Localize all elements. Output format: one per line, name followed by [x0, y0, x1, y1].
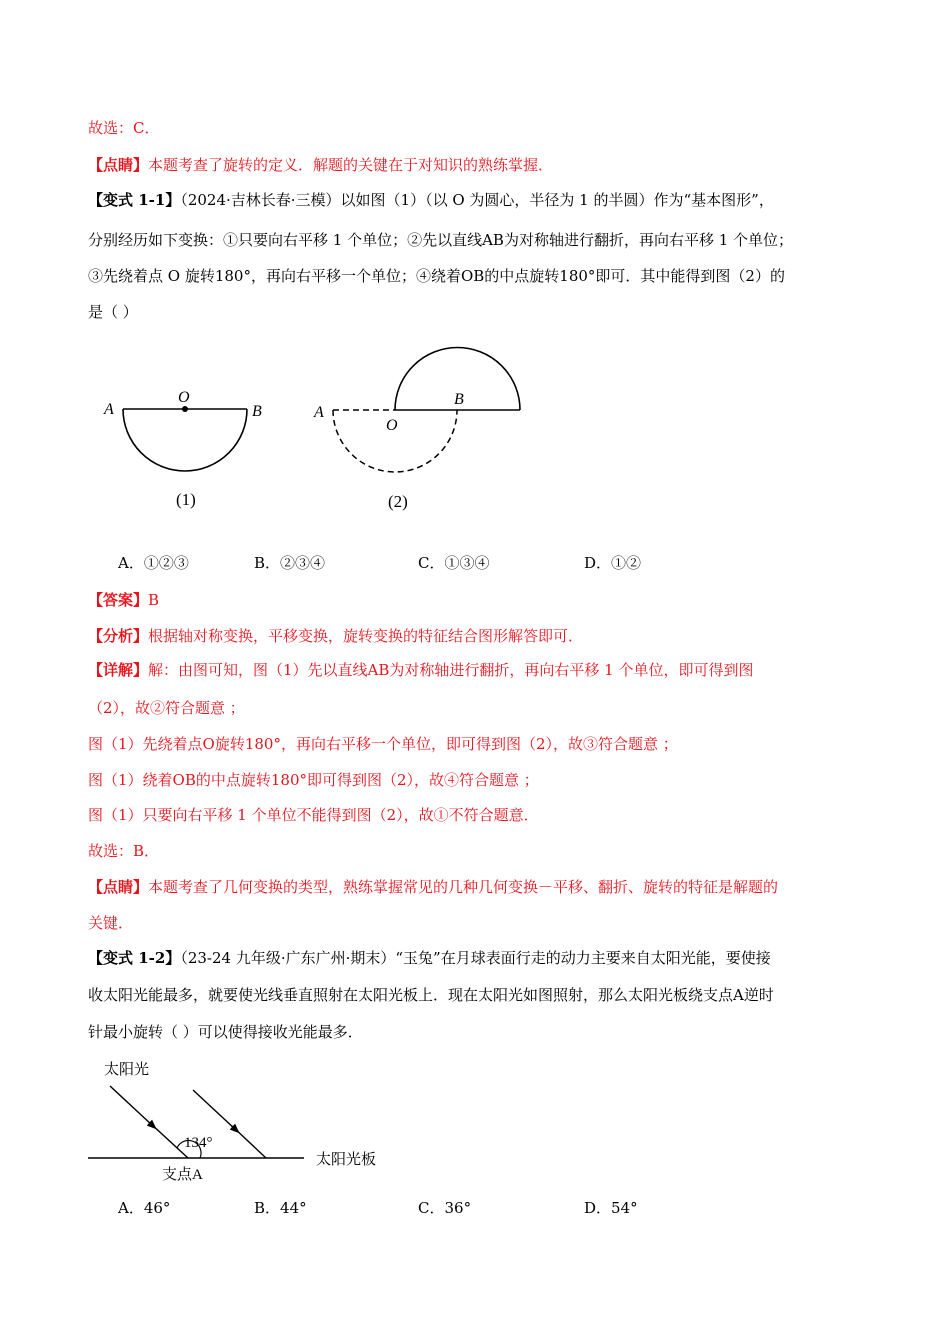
- fig1-caption: (1): [176, 490, 196, 509]
- fig1-label-b: B: [252, 403, 262, 420]
- q2-option-a[interactable]: A．46°: [118, 1199, 171, 1217]
- q1-comment-text: 本题考查了几何变换的类型，熟练掌握常见的几种几何变换－平移、翻折、旋转的特征是解题的: [148, 878, 779, 896]
- q2-line3: 针最小旋转（ ）可以使得接收光能最多．: [88, 1023, 363, 1041]
- q1-comment-tag: 【点睛】: [88, 878, 149, 896]
- q2-line1: [88, 948, 860, 968]
- q2-option-d[interactable]: D．54°: [584, 1199, 638, 1217]
- q2-text1: （23-24 九年级·广东广州·期末）“玉兔”在月球表面行走的动力主要来自太阳光能，要使接: [180, 949, 771, 967]
- figure-2: [313, 348, 520, 512]
- q1-option-c[interactable]: C．①③④: [418, 554, 490, 572]
- q1-figures: [90, 340, 550, 520]
- detail-text-1: 解：由图可知，图（1）先以直线AB为对称轴进行翻折，再向右平移 1 个单位，即可得到图: [148, 661, 754, 679]
- q1-answer: [88, 590, 860, 610]
- sun-ray-1-arrow: [110, 1086, 153, 1126]
- figure-1: [103, 389, 262, 509]
- q2-option-c[interactable]: C．36°: [418, 1199, 472, 1217]
- panel-label: 太阳光板: [316, 1152, 377, 1168]
- q1-choice: 故选：B．: [88, 842, 160, 860]
- q2-tag: 【变式 1-2】: [88, 949, 181, 967]
- q1-option-b[interactable]: B．②③④: [254, 554, 326, 572]
- q2-line2: 收太阳光能最多，就要使光线垂直照射在太阳光板上．现在太阳光如图照射，那么太阳光板绕支点A逆时: [88, 986, 774, 1004]
- q1-line2: 分别经历如下变换：①只要向右平移 1 个单位；②先以直线AB为对称轴进行翻折，再向右平移 1 个单位；: [88, 231, 794, 249]
- q1-comment-1: [88, 877, 860, 897]
- previous-comment: [88, 155, 860, 175]
- comment-tag: 【点睛】: [88, 156, 149, 174]
- answer-value: B: [148, 591, 160, 609]
- sun-ray-2: [232, 1126, 266, 1158]
- sun-ray-2-arrow: [193, 1090, 236, 1130]
- q1-text1: （2024·吉林长春·三模）以如图（1）（以 O 为圆心，半径为 1 的半圆）作为“基本图形”，: [180, 191, 774, 209]
- q1-detail-4: 图（1）绕着OB的中点旋转180°即可得到图（2），故④符合题意 ；: [88, 771, 539, 789]
- fig1-semicircle: [123, 409, 247, 471]
- q2-option-b[interactable]: B．44°: [254, 1199, 307, 1217]
- q2-options: [0, 1198, 950, 1220]
- analysis-text: 根据轴对称变换，平移变换，旋转变换的特征结合图形解答即可．: [148, 627, 584, 645]
- q1-detail-3: 图（1）先绕着点O旋转180°，再向右平移一个单位，即可得到图（2），故③符合题意 ；: [88, 735, 678, 753]
- sun-ray-1: [150, 1123, 188, 1158]
- q1-option-a[interactable]: A．①②③: [118, 554, 189, 572]
- analysis-tag: 【分析】: [88, 627, 149, 645]
- q1-analysis: [88, 626, 860, 646]
- q1-tag: 【变式 1-1】: [88, 191, 181, 209]
- fig1-center-dot: [182, 406, 188, 412]
- q1-line4: 是（ ）: [88, 303, 138, 321]
- fig1-label-o: O: [178, 389, 190, 406]
- q1-comment-2: 关键．: [88, 914, 134, 932]
- previous-choice: 故选：C．: [88, 119, 160, 137]
- q1-detail-2: （2），故②符合题意 ；: [88, 699, 245, 717]
- answer-tag: 【答案】: [88, 591, 149, 609]
- angle-label: 134°: [184, 1135, 213, 1151]
- q1-detail-5: 图（1）只要向右平移 1 个单位不能得到图（2），故①不符合题意．: [88, 806, 539, 824]
- q1-line3: ③先绕着点 O 旋转180°，再向右平移一个单位；④绕着OB的中点旋转180°即可．其中能得到图（2）的: [88, 267, 785, 285]
- detail-tag: 【详解】: [88, 661, 149, 679]
- q1-detail-1: [88, 660, 860, 680]
- comment-text: 本题考查了旋转的定义．解题的关键在于对知识的熟练掌握．: [148, 156, 554, 174]
- pivot-label: 支点A: [162, 1167, 203, 1183]
- q2-figure: [80, 1050, 410, 1190]
- q1-options: [0, 553, 950, 575]
- sunlight-label: 太阳光: [104, 1062, 150, 1078]
- fig2-label-b: B: [454, 391, 464, 408]
- fig2-label-a: A: [314, 404, 324, 421]
- q1-line1: [88, 190, 860, 210]
- q1-option-d[interactable]: D．①②: [584, 554, 642, 572]
- fig2-label-o: O: [386, 417, 398, 434]
- fig1-label-a: A: [104, 401, 114, 418]
- fig2-caption: (2): [388, 492, 408, 511]
